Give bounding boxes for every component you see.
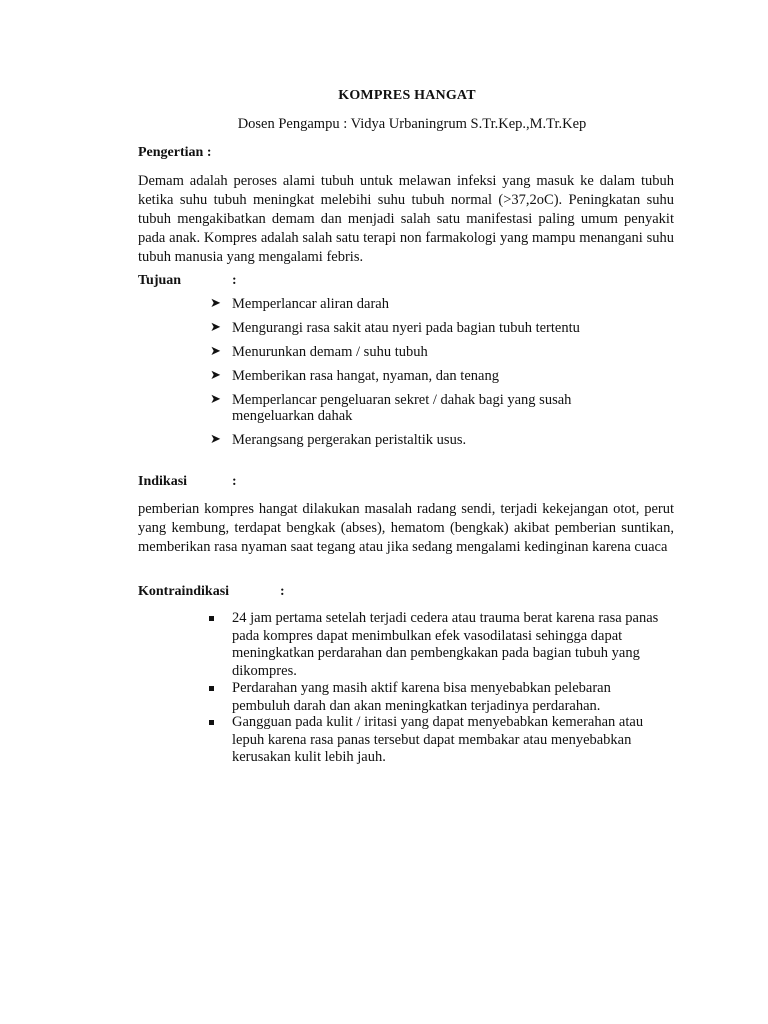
- tujuan-colon: :: [232, 273, 237, 288]
- arrow-bullet-icon: ➤: [210, 432, 221, 447]
- list-item: [207, 714, 662, 767]
- indikasi-text: pemberian kompres hangat dilakukan masalah radang sendi, terjadi kekejangan otot, perut yang kembung, terdapat bengkak (abses), hematom (bengkak) akibat pemberian suntikan, memberikan rasa nyaman saat tegang atau jika sedang mengalami kedinginan karena cuaca: [138, 501, 674, 555]
- list-item: [210, 296, 652, 312]
- indikasi-colon: :: [232, 474, 237, 489]
- heading-tujuan: Tujuan: [138, 273, 182, 288]
- list-item-text: Memperlancar aliran darah: [232, 296, 389, 312]
- list-item: [210, 344, 652, 360]
- kontraindikasi-colon: :: [280, 584, 285, 599]
- list-item: [210, 432, 652, 448]
- heading-indikasi: Indikasi: [138, 474, 188, 489]
- lecturer-line: Dosen Pengampu : Vidya Urbaningrum S.Tr.Kep.,M.Tr.Kep: [237, 116, 587, 132]
- list-item-text: Gangguan pada kulit / iritasi yang dapat menyebabkan kemerahan atau lepuh karena rasa panas tersebut dapat membakar atau menyebabkan kerusakan kulit lebih jauh.: [232, 714, 644, 765]
- list-item: [210, 320, 652, 336]
- list-item: [210, 368, 652, 384]
- square-bullet-icon: [209, 686, 214, 691]
- list-item-text: Menurunkan demam / suhu tubuh: [232, 344, 428, 360]
- heading-kontraindikasi: Kontraindikasi: [138, 584, 230, 599]
- arrow-bullet-icon: ➤: [210, 392, 221, 407]
- document-title: KOMPRES HANGAT: [338, 88, 476, 103]
- list-item-text: Mengurangi rasa sakit atau nyeri pada bagian tubuh tertentu: [232, 320, 580, 336]
- arrow-bullet-icon: ➤: [210, 296, 221, 311]
- list-item-text: Merangsang pergerakan peristaltik usus.: [232, 432, 467, 448]
- square-bullet-icon: [209, 720, 214, 725]
- heading-pengertian: Pengertian :: [138, 145, 212, 160]
- pengertian-text: Demam adalah peroses alami tubuh untuk melawan infeksi yang masuk ke dalam tubuh ketika suhu tubuh meningkat melebihi suhu tubuh normal (>37,2oC). Peningkatan suhu tubuh mengakibatkan demam dan menjadi salah satu manifestasi paling umum penyakit pada anak. Kompres adalah salah satu terapi non farmakologi yang mampu menangani suhu tubuh manusia yang mengalami febris.: [138, 173, 674, 265]
- list-item-text: Perdarahan yang masih aktif karena bisa menyebabkan pelebaran pembuluh darah dan akan meningkatkan terjadinya perdarahan.: [232, 680, 611, 714]
- list-item-text: 24 jam pertama setelah terjadi cedera atau trauma berat karena rasa panas pada kompres dapat menimbulkan efek vasodilatasi sehingga dapat meningkatkan perdarahan dan pembengkakan pada bagian tubuh yang dikompres.: [232, 610, 659, 679]
- list-item-text: Memberikan rasa hangat, nyaman, dan tenang: [232, 368, 499, 384]
- list-item: [207, 610, 662, 680]
- square-bullet-icon: [209, 616, 214, 621]
- list-item: [210, 392, 592, 424]
- arrow-bullet-icon: ➤: [210, 368, 221, 383]
- arrow-bullet-icon: ➤: [210, 320, 221, 335]
- list-item-text: Memperlancar pengeluaran sekret / dahak bagi yang susah mengeluarkan dahak: [232, 392, 572, 424]
- arrow-bullet-icon: ➤: [210, 344, 221, 359]
- list-item: [207, 680, 662, 715]
